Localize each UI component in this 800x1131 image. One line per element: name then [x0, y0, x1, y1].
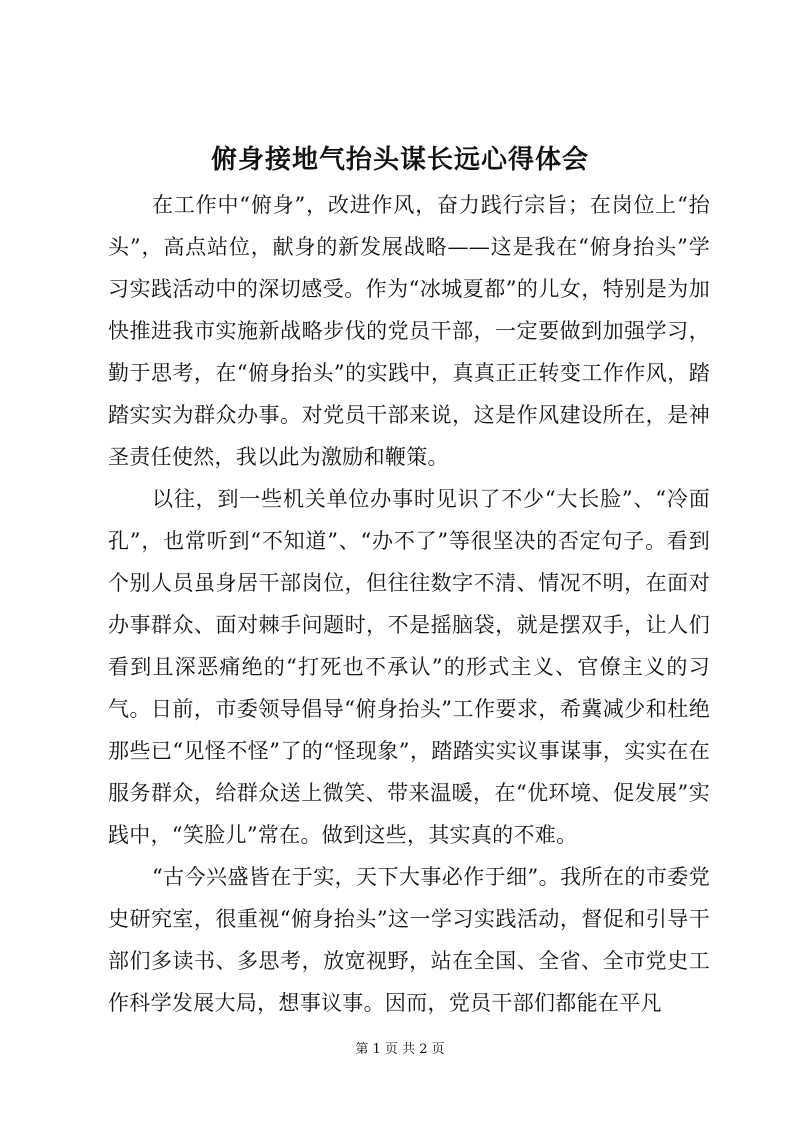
paragraph-1: 在工作中“俯身”，改进作风，奋力践行宗旨；在岗位上“抬头”，高点站位，献身的新发展战略——这是我在“俯身抬头”学习实践活动中的深切感受。作为“冰城夏都”的儿女，特别是为加快推进我市实施新战略步伐的党员干部，一定要做到加强学习，勤于思考，在“俯身抬头”的实践中，真真正正转变工作作风，踏踏实实为群众办事。对党员干部来说，这是作风建设所在，是神圣责任使然，我以此为激励和鞭策。 [108, 193, 710, 469]
document-body [108, 184, 710, 1024]
document-title: 俯身接地气抬头谋长远心得体会 [210, 145, 589, 175]
paragraph-3: “古今兴盛皆在于实，天下大事必作于细”。我所在的市委党史研究室，很重视“俯身抬头”这一学习实践活动，督促和引导干部们多读书、多思考，放宽视野，站在全国、全省、全市党史工作科学发展大局，想事议事。因而，党员干部们都能在平凡 [108, 865, 710, 1015]
page-footer: 第 1 页 共 2 页 [355, 1042, 445, 1057]
paragraph-2: 以往，到一些机关单位办事时见识了不少“大长脸”、“冷面孔”，也常听到“不知道”、“办不了”等很坚决的否定句子。看到个别人员虽身居干部岗位，但往往数字不清、情况不明，在面对办事群众、面对棘手问题时，不是摇脑袋，就是摆双手，让人们看到且深恶痛绝的“打死也不承认”的形式主义、官僚主义的习气。日前，市委领导倡导“俯身抬头”工作要求，希冀减少和杜绝那些已“见怪不怪”了的“怪现象”，踏踏实实议事谋事，实实在在服务群众，给群众送上微笑、带来温暖，在“优环境、促发展”实践中，“笑脸儿”常在。做到这些，其实真的不难。 [108, 487, 710, 847]
